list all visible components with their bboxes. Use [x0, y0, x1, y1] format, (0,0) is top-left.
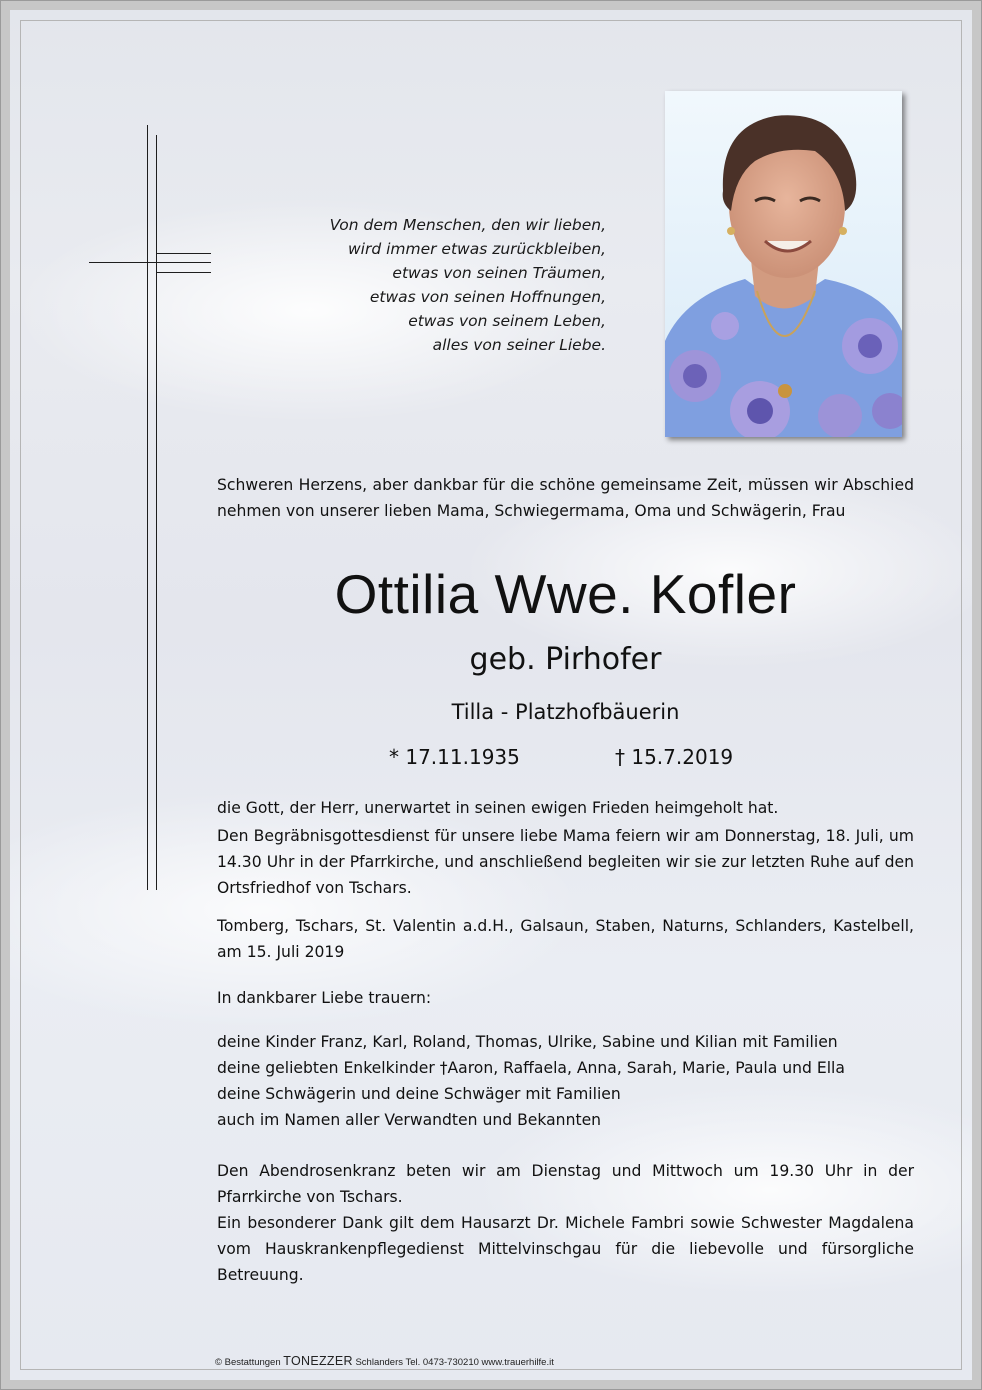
death-date: † 15.7.2019 [615, 745, 734, 769]
intro-text: Schweren Herzens, aber dankbar für die schöne gemeinsame Zeit, müssen wir Abschied nehmen von unserer lieben Mama, Schwiegermama, Oma und Schwägerin, Frau [217, 476, 914, 520]
footer-prefix: © Bestattungen [215, 1357, 281, 1368]
poem-line: etwas von seinem Leben, [408, 312, 606, 330]
mourning-intro-text: In dankbarer Liebe trauern: [217, 989, 432, 1007]
footer-contact: Schlanders Tel. 0473-730210 www.trauerhilfe.it [355, 1357, 554, 1368]
funeral-text: Den Begräbnisgottesdienst für unsere liebe Mama feiern wir am Donnerstag, 18. Juli, um 14.30 Uhr in der Pfarrkirche, und anschließend begleiten wir sie zur letzten Ruhe auf den Ortsfriedhof von Tschars. [217, 827, 914, 897]
poem-line: wird immer etwas zurückbleiben, [347, 240, 606, 258]
mourner-line: deine geliebten Enkelkinder †Aaron, Raffaela, Anna, Sarah, Marie, Paula und Ella [217, 1059, 845, 1077]
portrait-image [665, 91, 902, 437]
poem-line: Von dem Menschen, den wir lieben, [329, 216, 606, 234]
funeral-paragraph [217, 823, 914, 901]
rosary-text: Den Abendrosenkranz beten wir am Dienstag und Mittwoch um 19.30 Uhr in der Pfarrkirche von Tschars. [217, 1162, 914, 1206]
maiden-name: geb. Pirhofer [469, 642, 662, 677]
cross-horizontal-line [89, 262, 211, 263]
intro-paragraph [217, 472, 914, 524]
passing-paragraph [217, 795, 914, 821]
rosary-paragraph [217, 1158, 914, 1288]
mourner-line: deine Schwägerin und deine Schwäger mit Familien [217, 1085, 621, 1103]
cross-vertical-line [147, 125, 148, 890]
place-date-text: Tomberg, Tschars, St. Valentin a.d.H., Galsaun, Staben, Naturns, Schlanders, Kastelbell, am 15. Juli 2019 [217, 917, 914, 961]
cross-horizontal-line-lower [156, 272, 211, 273]
cross-horizontal-line-upper [156, 253, 211, 254]
portrait-photo [665, 91, 902, 437]
nickname: Tilla - Platzhofbäuerin [451, 700, 680, 724]
life-dates [217, 745, 914, 773]
mourner-line: deine Kinder Franz, Karl, Roland, Thomas, Ulrike, Sabine und Kilian mit Familien [217, 1033, 838, 1051]
mourning-intro [217, 985, 914, 1011]
footer-brand: TONEZZER [283, 1354, 353, 1368]
cross-vertical-line-inner [156, 135, 157, 890]
place-date-paragraph [217, 913, 914, 965]
birth-date: * 17.11.1935 [389, 745, 520, 769]
thanks-text: Ein besonderer Dank gilt dem Hausarzt Dr. Michele Fambri sowie Schwester Magdalena vom Hauskrankenpflegedienst Mittelvinschgau für die liebevolle und fürsorgliche Betreuung. [217, 1214, 914, 1284]
poem-line: etwas von seinen Hoffnungen, [369, 288, 606, 306]
poem-line: etwas von seinen Träumen, [392, 264, 606, 282]
mourner-line: auch im Namen aller Verwandten und Bekannten [217, 1111, 602, 1129]
deceased-name: Ottilia Wwe. Kofler [334, 563, 797, 625]
funeral-home-footer [215, 1354, 554, 1368]
mourners-list [217, 1029, 914, 1133]
poem-line: alles von seiner Liebe. [432, 336, 606, 354]
passing-text: die Gott, der Herr, unerwartet in seinen ewigen Frieden heimgeholt hat. [217, 799, 779, 817]
memorial-poem [260, 213, 606, 357]
